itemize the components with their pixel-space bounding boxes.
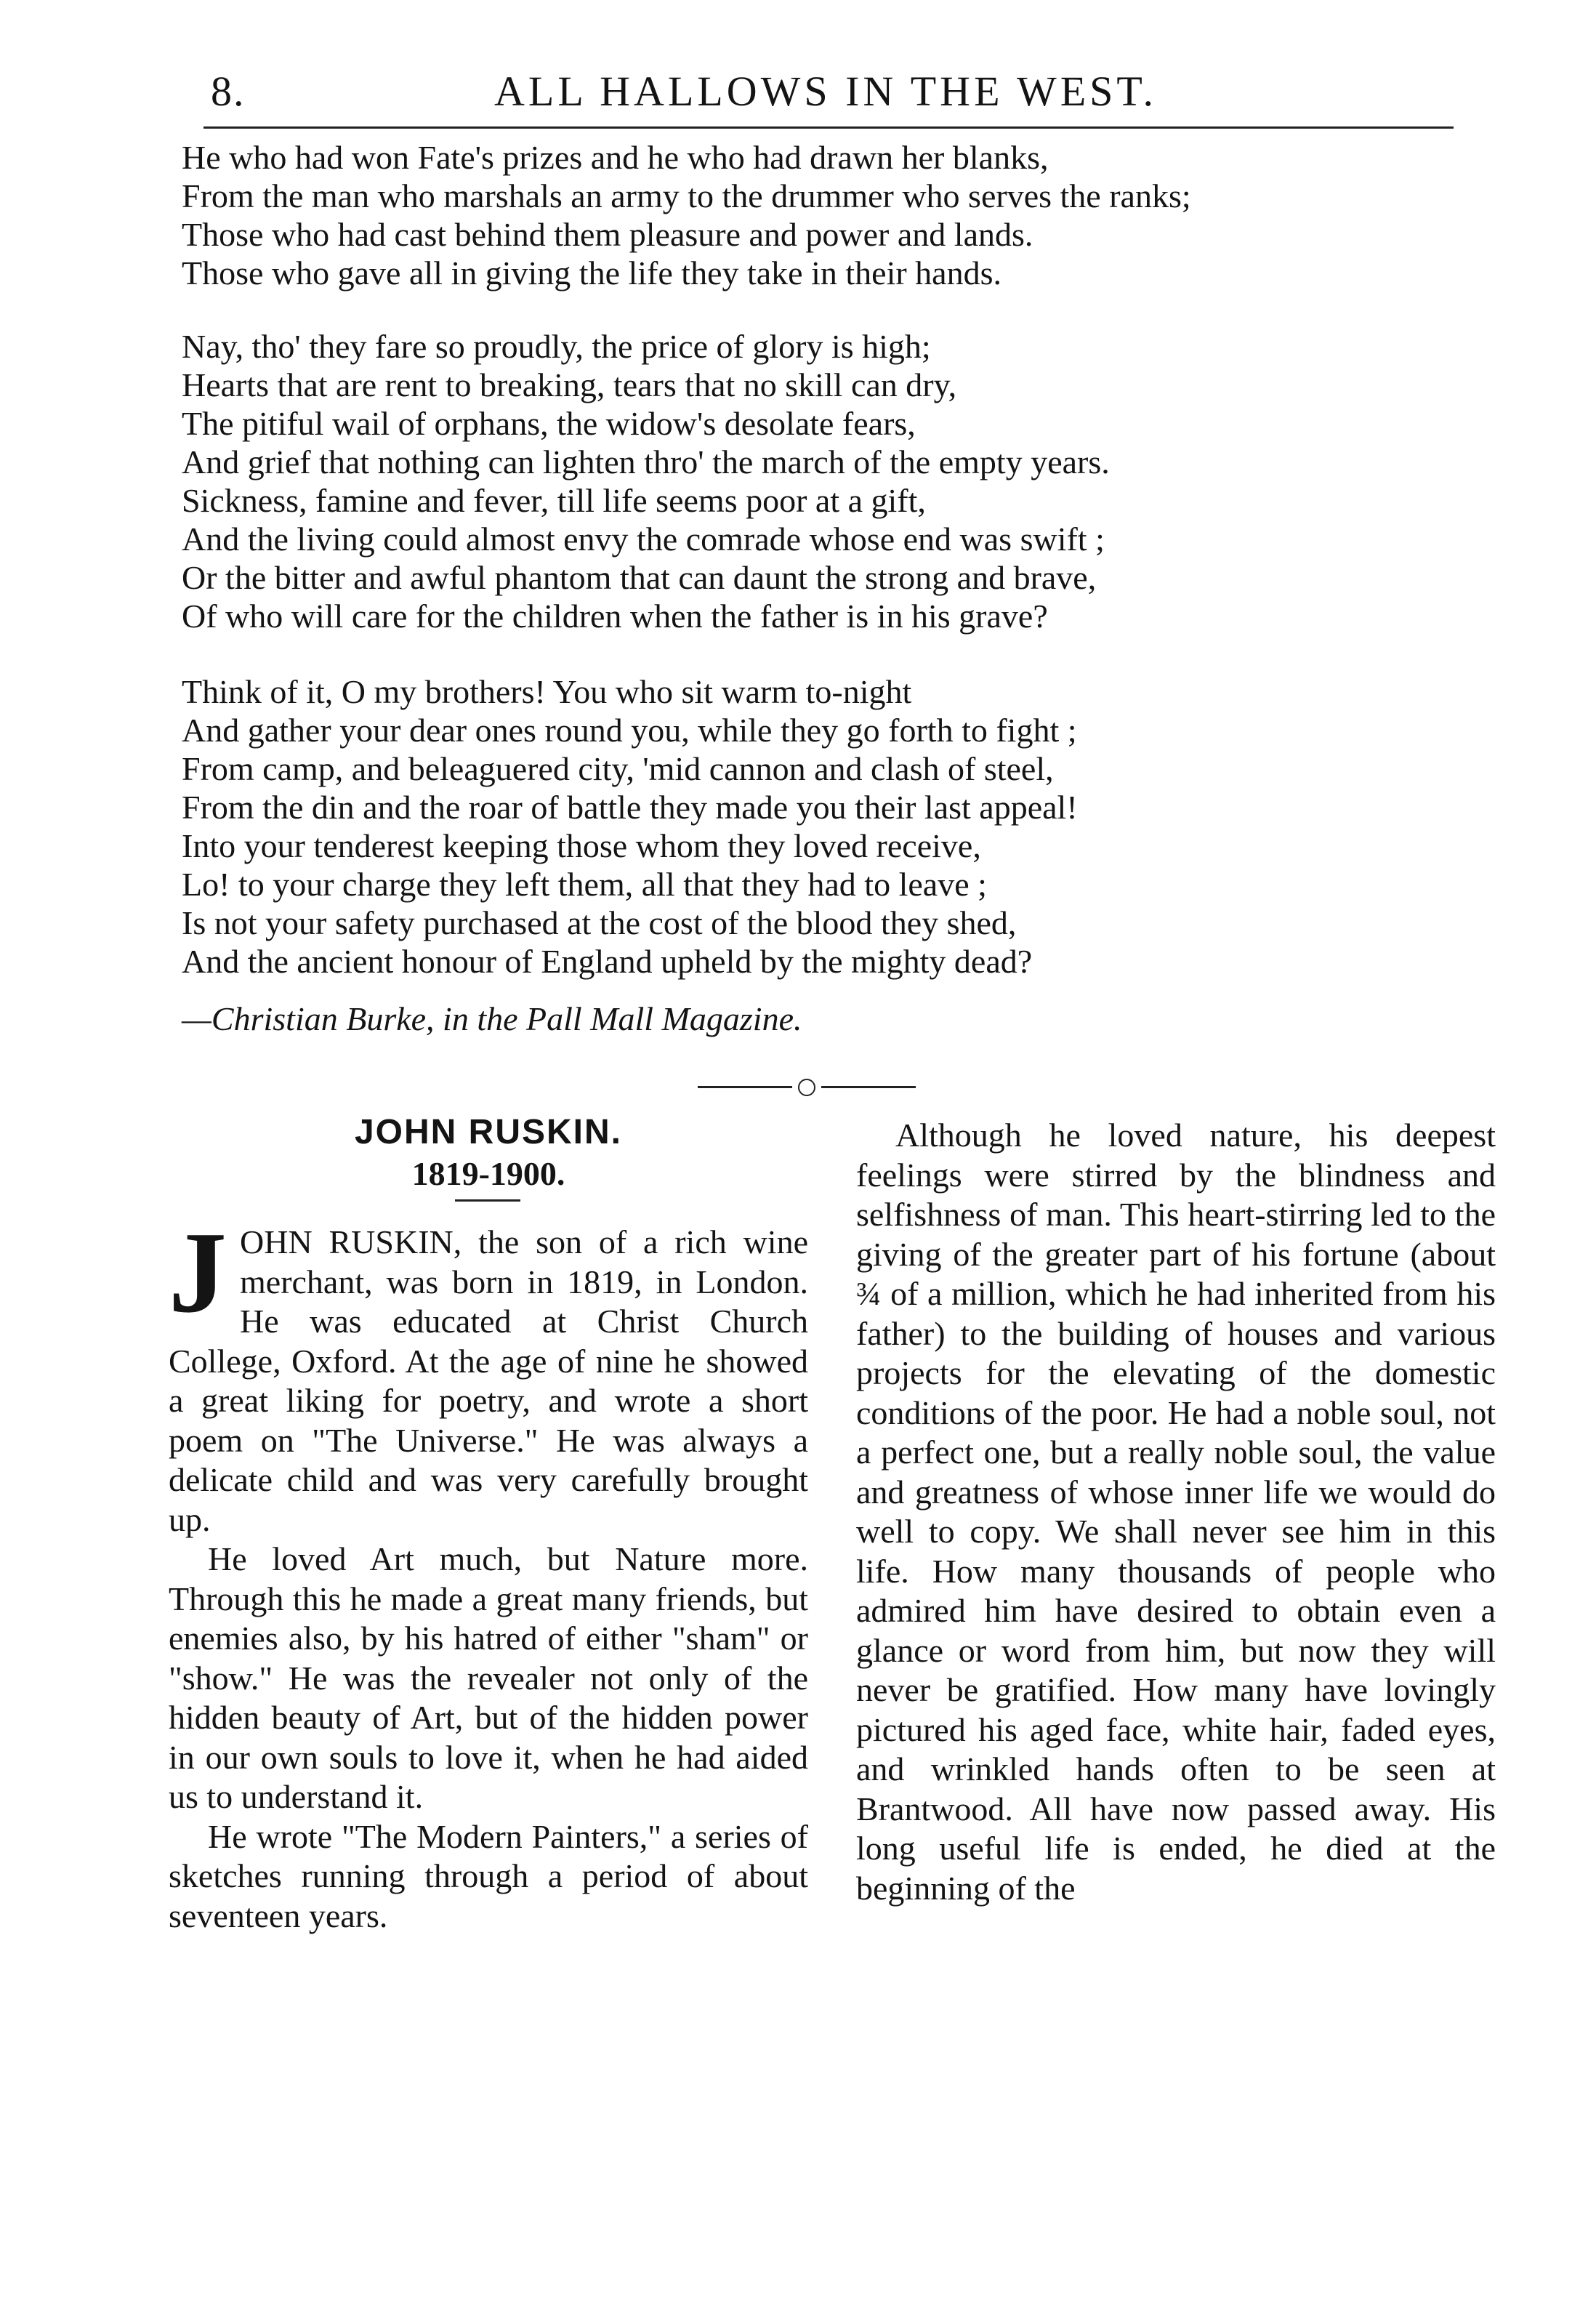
running-title: ALL HALLOWS IN THE WEST. <box>494 68 1158 115</box>
header-rule <box>203 126 1454 129</box>
article-paragraph: Although he loved nature, his deepest feelings were stirred by the blindness and selfishness of man. This heart-stirring led to the giving of the greater part of his fortune (about ¾ of a million, which he had inherited from his father) to the building of houses and various projects for the elevating of the domestic conditions of the poor. He had a noble soul, not a perfect one, but a really noble soul, the value and greatness of whose inner life we would do well to copy. We shall never see him in this life. How many thousands of people who admired him have desired to obtain even a glance or word from him, but now they will never be gratified. How many have lovingly pictured his aged face, white hair, faded eyes, and wrinkled hands often to be seen at Brantwood. All have now passed away. His long useful life is ended, he died at the beginning of the <box>856 1117 1496 1907</box>
poem-line: Lo! to your charge they left them, all that they had to leave ; <box>182 866 987 903</box>
page-number: 8. <box>211 68 246 115</box>
poem-line: Or the bitter and awful phantom that can daunt the strong and brave, <box>182 559 1097 596</box>
divider-rule-left <box>698 1086 792 1088</box>
poem-line: From the din and the roar of battle they made you their last appeal! <box>182 789 1078 826</box>
poem-line: Into your tenderest keeping those whom they loved receive, <box>182 827 981 864</box>
article-column-left <box>169 1192 808 1936</box>
poem-stanza-1 <box>182 138 1490 292</box>
article-title: JOHN RUSKIN. <box>354 1113 623 1151</box>
article-dates: 1819-1900. <box>411 1155 565 1192</box>
poem-line: Of who will care for the children when the father is in his grave? <box>182 598 1048 635</box>
poem-line: And gather your dear ones round you, while they go forth to fight ; <box>182 712 1077 749</box>
article-paragraph <box>169 1207 808 1540</box>
article-paragraph: He loved Art much, but Nature more. Through this he made a great many friends, but enemies also, by his hatred of either "sham" or "show." He was the revealer not only of the hidden beauty of Art, but of the hidden power in our own souls to love it, when he had aided us to understand it. <box>169 1540 808 1815</box>
paragraph-text: OHN RUSKIN, the son of a rich wine merchant, was born in 1819, in London. He was educated at Christ Church College, Oxford. At the age of nine he showed a great liking for poetry, and wrote a short poem on "The Universe." He was always a delicate child and was very carefully brought up. <box>169 1223 808 1538</box>
poem-line: He who had won Fate's prizes and he who had drawn her blanks, <box>182 139 1049 176</box>
poem-line: Nay, tho' they fare so proudly, the price of glory is high; <box>182 328 931 365</box>
poem-stanza-2 <box>182 327 1490 635</box>
poem-line: And the living could almost envy the comrade whose end was swift ; <box>182 520 1105 558</box>
poem-line: From the man who marshals an army to the drummer who serves the ranks; <box>182 177 1191 214</box>
running-header <box>203 67 1454 125</box>
poem-line: Hearts that are rent to breaking, tears that no skill can dry, <box>182 366 957 403</box>
article-paragraph: He wrote "The Modern Painters," a series of sketches running through a period of about seventeen years. <box>169 1817 808 1934</box>
poem-line: Those who had cast behind them pleasure and power and lands. <box>182 216 1033 253</box>
poem-line: From camp, and beleaguered city, 'mid cannon and clash of steel, <box>182 750 1054 787</box>
drop-cap: J <box>169 1207 227 1337</box>
poem-stanza-3 <box>182 672 1490 981</box>
article-column-right <box>856 1116 1496 1908</box>
poem-attribution: —Christian Burke, in the Pall Mall Magazine. <box>182 1000 802 1037</box>
divider-ornament <box>798 1079 815 1096</box>
poem-line: Think of it, O my brothers! You who sit warm to-night <box>182 673 912 710</box>
poem-line: And grief that nothing can lighten thro' the march of the empty years. <box>182 443 1110 480</box>
poem-line: Is not your safety purchased at the cost of the blood they shed, <box>182 904 1017 941</box>
poem-line: Sickness, famine and fever, till life seems poor at a gift, <box>182 482 926 519</box>
divider-rule-right <box>821 1086 916 1088</box>
poem-line: Those who gave all in giving the life they take in their hands. <box>182 254 1001 291</box>
poem-line: The pitiful wail of orphans, the widow's desolate fears, <box>182 405 916 442</box>
poem-line: And the ancient honour of England upheld by the mighty dead? <box>182 943 1033 980</box>
section-divider <box>698 1076 916 1098</box>
